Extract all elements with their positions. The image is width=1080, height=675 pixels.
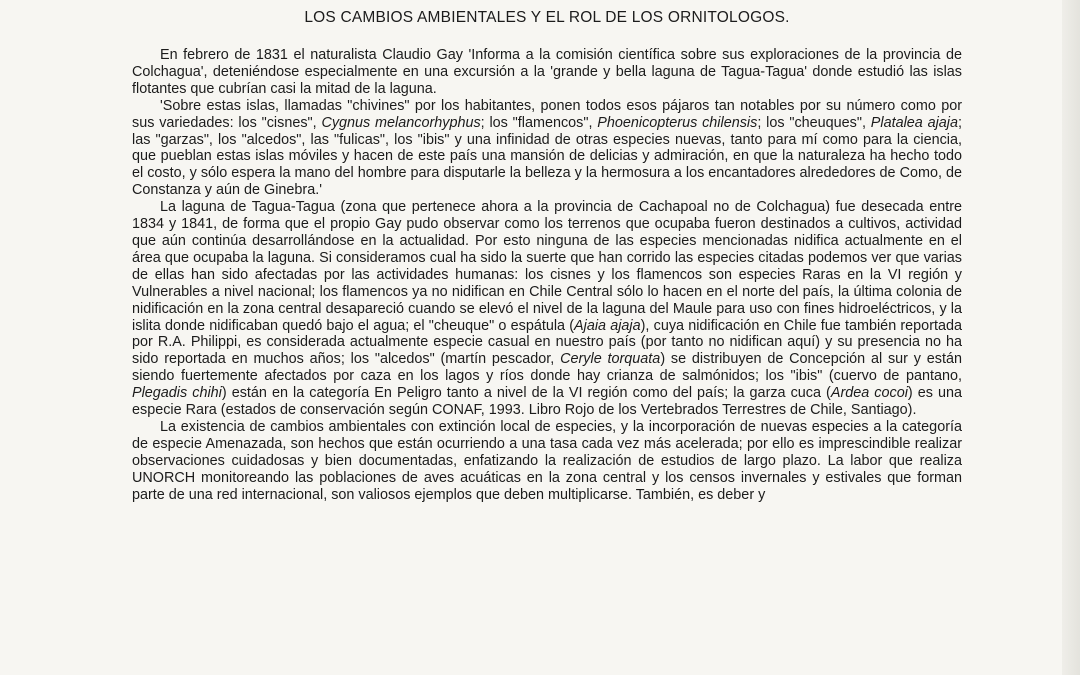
paragraph-2-text: ; los "cheuques",	[757, 114, 871, 131]
paragraph-3-text: ) es una especie Rara (estados de conservación según CONAF, 1993. Libro Rojo de los Vertebrados Terrestres de Chile, Santiago).	[132, 385, 963, 419]
paragraph-2-text: ; los "flamencos",	[480, 114, 598, 131]
paragraph-4: La existencia de cambios ambientales con extinción local de especies, y la incorporación de nuevas especies a la categoría de especie Amenazada, son hechos que están ocurriendo a una tasa cada vez más acelerada; por ello es imprescindible realizar observaciones cuidadosas y bien documentadas, enfatizando la realización de estudios de largo plazo. La labor que realiza UNORCH monitoreando las poblaciones de aves acuáticas en la zona central y los censos invernales y estivales que forman parte de una red internacional, son valiosos ejemplos que deben multiplicarse. También, es deber y	[132, 418, 962, 503]
species-name: Ceryle torquata	[560, 351, 661, 368]
article-body	[132, 47, 962, 503]
paragraph-2-text: ; las "garzas", los "alcedos", las "fulicas", los "ibis" y una infinidad de otras especies nuevas, tanto para mí como para la ciencia, que pueblan estas islas móviles y hacen de este país una mansión de delicias y admiración, en que la naturaleza ha hecho todo el costo, y sólo espera la mano del hombre para disputarle la belleza y la hermosura a los encantadores alrededores de Como, de Constanza y aún de Ginebra.'	[132, 114, 963, 199]
paragraph-3-text: La laguna de Tagua-Tagua (zona que pertenece ahora a la provincia de Cachapoal no de Colchagua) fue desecada entre 1834 y 1841, de forma que el propio Gay pudo observar como los terrenos que ocupaba fueron destinados a cultivos, actividad que aún continúa desarrollándose en la actualidad. Por esto ninguna de las especies mencionadas nidifica actualmente en el área que ocupaba la laguna. Si consideramos cual ha sido la suerte que han corrido las especies citadas podemos ver que varias de ellas han sido afectadas por las actividades humanas: los cisnes y los flamencos son especies Raras en la VI región y Vulnerables a nivel nacional; los flamencos ya no nidifican en Chile Central sólo lo hacen en el norte del país, la última colonia de nidificación en la zona central desapareció cuando se elevó el nivel de la laguna del Maule para uso con fines hidroeléctricos, y la islita donde nidificaban quedó bajo el agua; el "cheuque" o espátula (	[132, 199, 962, 334]
scan-edge	[1062, 0, 1080, 675]
species-name: Cygnus melancorhyphus	[321, 114, 481, 131]
paragraph-1: En febrero de 1831 el naturalista Claudio Gay 'Informa a la comisión científica sobre sus exploraciones de la provincia de Colchagua', deteniéndose especialmente en una excursión a la 'grande y bella laguna de Tagua-Tagua' donde estudió las islas flotantes que cubrían casi la mitad de la laguna.	[132, 47, 962, 97]
paragraph-3-text: ), cuya nidificación en Chile fue también reportada por R.A. Philippi, es considerada actualmente especie casual en nuestro país (por tanto no nidifican aquí) y su presencia no ha sido reportada en muchos años; los "alcedos" (martín pescador,	[132, 317, 962, 368]
paragraph-2-text: 'Sobre estas islas, llamadas "chivines" por los habitantes, ponen todos esos pájaros tan notables por su número como por sus variedades: los "cisnes",	[132, 97, 962, 131]
paragraph-3-text: ) están en la categoría En Peligro tanto a nivel de la VI región como del país; la garza cuca (	[221, 385, 831, 402]
paragraph-3	[132, 199, 962, 419]
species-name: Plegadis chihi	[132, 385, 222, 402]
paragraph-3-text: ) se distribuyen de Concepción al sur y están siendo fuertemente afectados por caza en los lagos y ríos donde hay crianza de salmónidos; los "ibis" (cuervo de pantano,	[132, 351, 962, 385]
page-title: LOS CAMBIOS AMBIENTALES Y EL ROL DE LOS ORNITOLOGOS.	[304, 9, 790, 26]
document-page	[132, 0, 962, 503]
species-name: Phoenicopterus chilensis	[597, 114, 758, 131]
species-name: Ajaia ajaja	[574, 317, 641, 334]
paragraph-2	[132, 98, 962, 199]
species-name: Ardea cocoi	[830, 385, 908, 402]
species-name: Platalea ajaja	[870, 114, 959, 131]
